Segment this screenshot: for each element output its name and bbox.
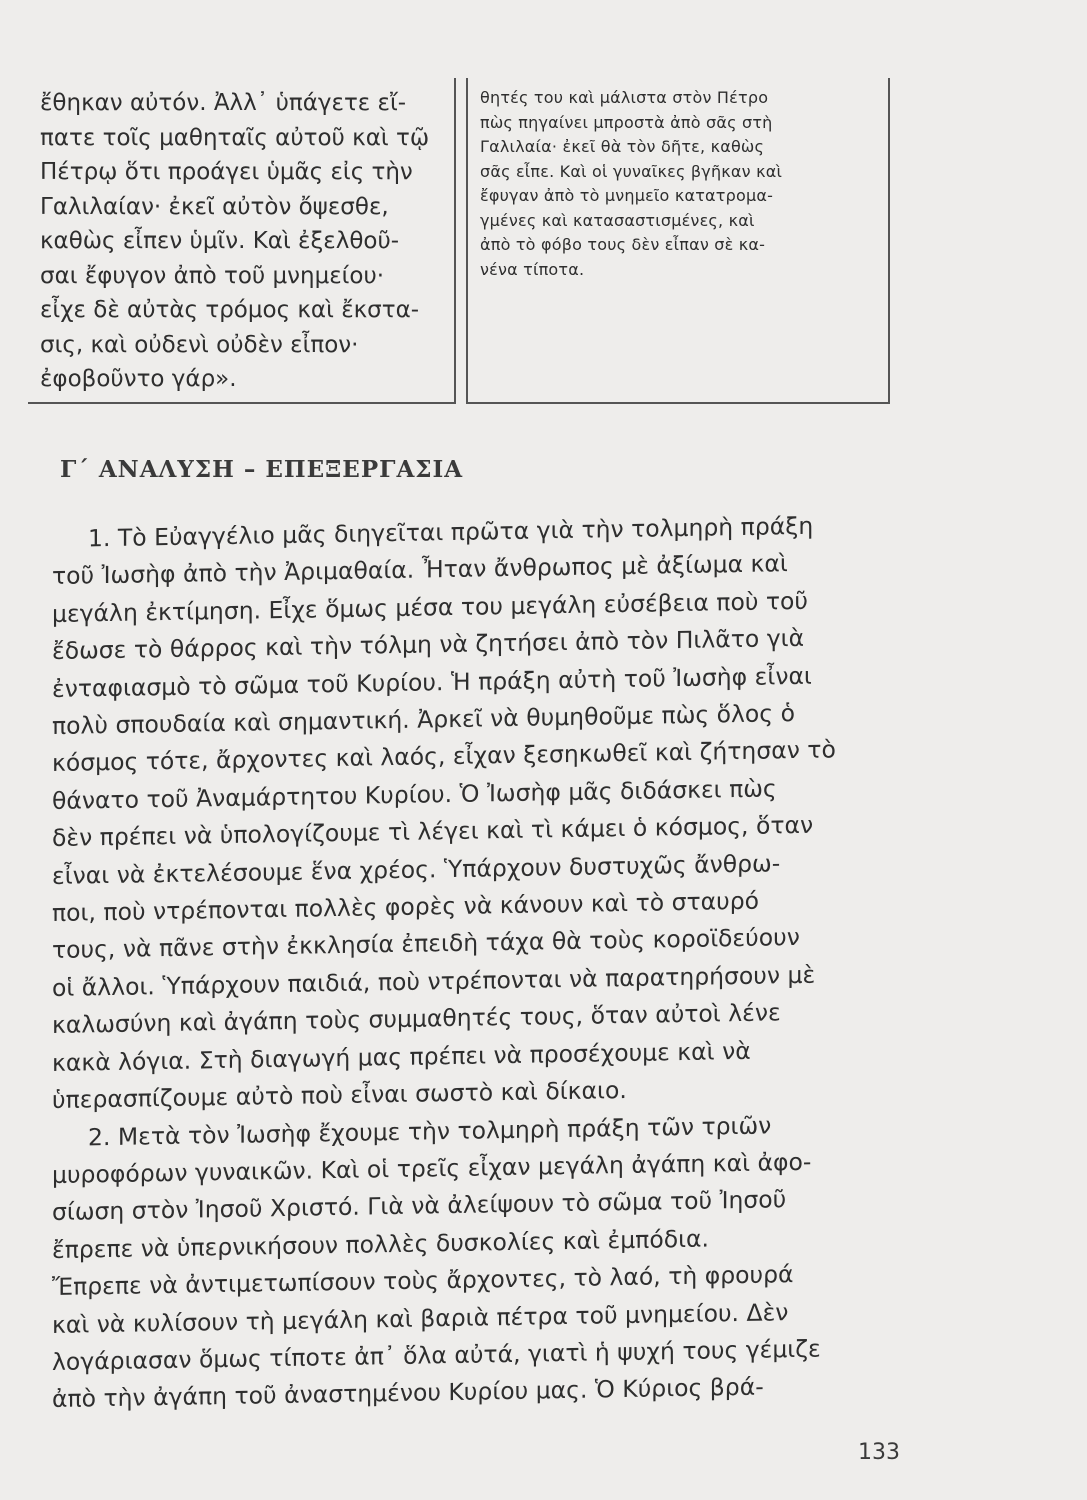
- translation-line: Γαλιλαία· ἐκεῖ θὰ τὸν δῆτε, καθὼς: [480, 137, 765, 156]
- body-line: μεγάλη ἐκτίμηση. Εἶχε ὅμως μέσα του μεγάλη εὐσέβεια ποὺ τοῦ: [52, 586, 809, 628]
- body-line: ἔπρεπε νὰ ὑπερνικήσουν πολλὲς δυσκολίες καὶ ἐμπόδια.: [52, 1224, 709, 1264]
- body-line: μυροφόρων γυναικῶν. Καὶ οἱ τρεῖς εἶχαν μεγάλη ἀγάπη καὶ ἀφο-: [52, 1147, 812, 1189]
- body-line: κόσμος τότε, ἄρχοντες καὶ λαός, εἶχαν ξεσηκωθεῖ καὶ ζήτησαν τὸ: [52, 735, 836, 778]
- translation-line: νένα τίποτα.: [480, 259, 585, 279]
- body-line: ἐνταφιασμὸ τὸ σῶμα τοῦ Κυρίου. Ἡ πράξη αὐτὴ τοῦ Ἰωσὴφ εἶναι: [52, 661, 812, 703]
- body-line: σίωση στὸν Ἰησοῦ Χριστό. Γιὰ νὰ ἀλείψουν τὸ σῶμα τοῦ Ἰησοῦ: [52, 1185, 787, 1227]
- analysis-body: [52, 511, 898, 1419]
- body-line: ποι, ποὺ ντρέπονται πολλὲς φορὲς νὰ κάνουν καὶ τὸ σταυρό: [52, 886, 759, 928]
- ancient-text-column: [28, 78, 456, 404]
- translation-line: σᾶς εἶπε. Καὶ οἱ γυναῖκες βγῆκαν καὶ: [480, 161, 783, 181]
- body-line: Ἔπρεπε νὰ ἀντιμετωπίσουν τοὺς ἄρχοντες, τὸ λαό, τὴ φρουρά: [52, 1260, 794, 1302]
- ancient-text-line: ἔθηκαν αὐτόν. Ἀλλ᾽ ὑπάγετε εἴ-: [40, 90, 407, 116]
- ancient-text-line: ἐφοβοῦντο γάρ».: [40, 366, 237, 392]
- body-line: καὶ νὰ κυλίσουν τὴ μεγάλη καὶ βαριὰ πέτρα τοῦ μνημείου. Δὲν: [52, 1297, 789, 1339]
- ancient-text-line: Πέτρῳ ὅτι προάγει ὑμᾶς εἰς τὴν: [40, 159, 413, 185]
- body-line: δὲν πρέπει νὰ ὑπολογίζουμε τὶ λέγει καὶ τὶ κάμει ὁ κόσμος, ὅταν: [52, 810, 814, 853]
- body-line: εἶναι νὰ ἐκτελέσουμε ἕνα χρέος. Ὑπάρχουν δυστυχῶς ἄνθρω-: [52, 848, 781, 890]
- body-line: οἱ ἄλλοι. Ὑπάρχουν παιδιά, ποὺ ντρέπονται νὰ παρατηρήσουν μὲ: [52, 960, 816, 1002]
- body-line: πολὺ σπουδαία καὶ σημαντική. Ἀρκεῖ νὰ θυμηθοῦμε πὼς ὅλος ὁ: [52, 699, 795, 741]
- body-line: 1. Τὸ Εὐαγγέλιο μᾶς διηγεῖται πρῶτα γιὰ τὴν τολμηρὴ πράξη: [88, 511, 814, 553]
- body-line: ὑπερασπίζουμε αὐτὸ ποὺ εἶναι σωστὸ καὶ δίκαιο.: [52, 1076, 627, 1115]
- translation-line: θητές του καὶ μάλιστα στὸν Πέτρο: [480, 88, 769, 107]
- body-line: ἀπὸ τὴν ἀγάπη τοῦ ἀναστημένου Κυρίου μας. Ὁ Κύριος βρά-: [52, 1372, 764, 1414]
- translation-line: ἔφυγαν ἀπὸ τὸ μνημεῖο κατατρομα-: [480, 186, 774, 205]
- body-line: τοῦ Ἰωσὴφ ἀπὸ τὴν Ἀριμαθαία. Ἦταν ἄνθρωπος μὲ ἀξίωμα καὶ: [52, 549, 788, 591]
- body-line: θάνατο τοῦ Ἀναμάρτητου Κυρίου. Ὁ Ἰωσὴφ μᾶς διδάσκει πὼς: [52, 774, 777, 815]
- translation-line: πὼς πηγαίνει μπροστὰ ἀπὸ σᾶς στὴ: [480, 112, 773, 132]
- translation-line: γμένες καὶ κατασαστισμένες, καὶ: [480, 210, 755, 230]
- section-heading: Γ΄ ΑΝΑΛΥΣΗ – ΕΠΕΞΕΡΓΑΣΙΑ: [60, 456, 464, 483]
- page-number: 133: [858, 1440, 900, 1465]
- ancient-text-line: Γαλιλαίαν· ἐκεῖ αὐτὸν ὄψεσθε,: [40, 193, 389, 220]
- body-line: κακὰ λόγια. Στὴ διαγωγή μας πρέπει νὰ προσέχουμε καὶ νὰ: [52, 1036, 751, 1077]
- body-line: τους, νὰ πᾶνε στὴν ἐκκλησία ἐπειδὴ τάχα θὰ τοὺς κοροϊδεύουν: [52, 923, 800, 965]
- body-line: καλωσύνη καὶ ἀγάπη τοὺς συμμαθητές τους, ὅταν αὐτοὶ λένε: [52, 998, 781, 1040]
- body-line: 2. Μετὰ τὸν Ἰωσὴφ ἔχουμε τὴν τολμηρὴ πράξη τῶν τριῶν: [88, 1110, 772, 1151]
- body-line: ἔδωσε τὸ θάρρος καὶ τὴν τόλμη νὰ ζητήσει ἀπὸ τὸν Πιλᾶτο γιὰ: [52, 624, 805, 666]
- ancient-text-line: πατε τοῖς μαθηταῖς αὐτοῦ καὶ τῷ: [40, 124, 430, 151]
- body-line: λογάριασαν ὅμως τίποτε ἀπ᾽ ὅλα αὐτά, γιατὶ ἡ ψυχή τους γέμιζε: [52, 1334, 821, 1376]
- translation-column: [466, 78, 890, 404]
- ancient-text-line: εἶχε δὲ αὐτὰς τρόμος καὶ ἔκστα-: [40, 297, 420, 323]
- ancient-text-line: σις, καὶ οὐδενὶ οὐδὲν εἶπον·: [40, 331, 359, 358]
- ancient-text-line: σαι ἔφυγον ἀπὸ τοῦ μνημείου·: [40, 262, 385, 289]
- translation-line: ἀπὸ τὸ φόβο τους δὲν εἶπαν σὲ κα-: [480, 235, 766, 254]
- ancient-text-line: καθὼς εἶπεν ὑμῖν. Καὶ ἐξελθοῦ-: [40, 228, 400, 254]
